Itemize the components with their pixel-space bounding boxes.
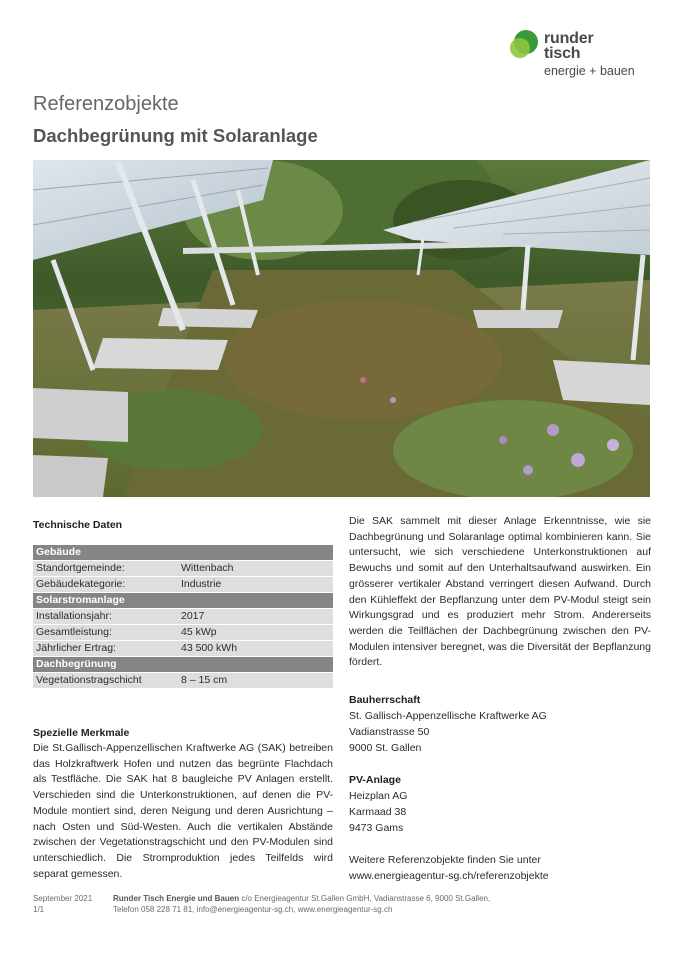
project-photo (33, 160, 650, 497)
table-key: Gesamtleistung: (36, 626, 112, 638)
footer-org: Runder Tisch Energie und Bauen (113, 894, 240, 903)
pv-block (349, 772, 407, 836)
logo-text-runder: runder (544, 30, 594, 47)
table-group-header: Dachbegrünung (33, 657, 333, 672)
logo (506, 28, 646, 80)
table-key: Jährlicher Ertrag: (36, 642, 116, 654)
client-heading: Bauherrschaft (349, 694, 421, 706)
pv-line: 9473 Gams (349, 822, 404, 834)
logo-text-tisch: tisch (544, 45, 581, 62)
table-row (33, 561, 333, 576)
footer-address: c/o Energieagentur St.Gallen GmbH, Vadianstrasse 6, 9000 St.Gallen, (239, 894, 491, 903)
page-kicker: Referenzobjekte (33, 93, 179, 115)
table-row (33, 577, 333, 592)
more-link[interactable]: www.energieagentur-sg.ch/referenzobjekte (349, 870, 549, 882)
page-title: Dachbegrünung mit Solaranlage (33, 125, 318, 146)
client-line: St. Gallisch-Appenzellische Kraftwerke AG (349, 710, 547, 722)
table-key: Gebäudekategorie: (36, 578, 126, 590)
table-value: 8 – 15 cm (181, 674, 228, 686)
table-key: Installationsjahr: (36, 610, 112, 622)
table-key: Standortgemeinde: (36, 562, 125, 574)
table-value: Industrie (181, 578, 222, 590)
logo-tagline: energie + bauen (544, 64, 635, 78)
footer-meta (33, 894, 92, 915)
table-value: 45 kWp (181, 626, 217, 638)
client-line: Vadianstrasse 50 (349, 726, 430, 738)
client-line: 9000 St. Gallen (349, 742, 422, 754)
tech-heading: Technische Daten (33, 519, 123, 531)
tech-table (33, 545, 333, 689)
more-text: Weitere Referenzobjekte finden Sie unter (349, 854, 541, 866)
pv-line: Karmaad 38 (349, 806, 407, 818)
table-key: Vegetationstragschicht (36, 674, 142, 686)
table-row (33, 625, 333, 640)
logo-mark-icon (506, 28, 542, 64)
footer-contact-line: Telefon 058 228 71 81, info@energieagentur-sg.ch, www.energieagentur-sg.ch (113, 904, 393, 914)
more-block (349, 852, 549, 884)
features-heading: Spezielle Merkmale (33, 727, 130, 739)
features-text: Die St.Gallisch-Appenzellischen Kraftwerke AG (SAK) betreiben das Holzkraftwerk Hofen und nutzen das begrünte Flachdach als Testfläche. Die SAK hat 8 baugleiche PV Anlagen erstellt. Verschieden sind die Unterkonstruktionen, auf denen die PV-Module montiert sind, deren Neigung und deren Ausrichtung – nach Osten und Süd-Westen. Auch die vertikalen Abstände zwischen der Vegetationstragschicht und den PV-Modulen sind unterschiedlich. Die Stromproduktion jedes Teilfelds wird separat gemessen. (33, 742, 333, 880)
intro-text: Die SAK sammelt mit dieser Anlage Erkenntnisse, wie sie Dachbegrünung und Solaranlage optimal kombinieren kann. Sie untersucht, wie sich verschiedene Unterkonstruktionen auf Bewuchs und somit auf den Unterhaltsaufwand auswirken. Ein grösserer vertikaler Abstand verringert diesen Aufwand. Durch den Kühleffekt der Bepflanzung unter dem PV-Modul steigt sein Wirkungsgrad und es produziert mehr Strom. Andererseits werden die Teilflächen der Dachbegrünung zwischen den PV-Modulen intensiver beregnet, was die Diversität der Bepflanzung fördert. (349, 515, 651, 669)
table-group-header: Solarstromanlage (33, 593, 333, 608)
footer-page: 1/1 (33, 904, 45, 914)
client-block (349, 692, 547, 756)
pv-heading: PV-Anlage (349, 774, 401, 786)
table-value: 2017 (181, 610, 205, 622)
table-row (33, 641, 333, 656)
green-roof-solar-photo (33, 160, 650, 497)
table-value: Wittenbach (181, 562, 234, 574)
table-row (33, 673, 333, 688)
footer-date: September 2021 (33, 894, 93, 903)
pv-line: Heizplan AG (349, 790, 408, 802)
table-value: 43 500 kWh (181, 642, 238, 654)
table-row (33, 609, 333, 624)
footer-contact (113, 894, 490, 915)
table-group-header: Gebäude (33, 545, 333, 560)
